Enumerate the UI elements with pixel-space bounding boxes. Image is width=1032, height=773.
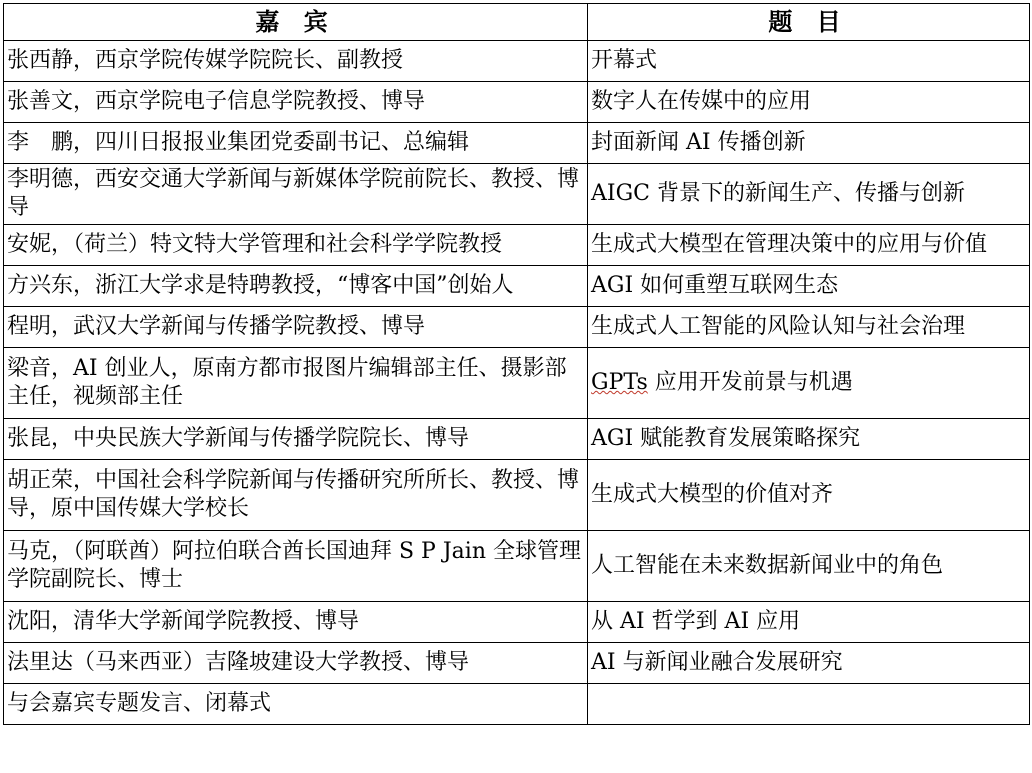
topic-cell <box>588 684 1030 725</box>
topic-cell: 生成式大模型的价值对齐 <box>588 460 1030 531</box>
topic-cell: 生成式人工智能的风险认知与社会治理 <box>588 307 1030 348</box>
guest-cell: 马克，（阿联酋）阿拉伯联合酋长国迪拜 S P Jain 全球管理学院副院长、博士 <box>4 531 588 602</box>
table-row <box>4 41 1030 82</box>
table-row <box>4 266 1030 307</box>
guest-cell: 张昆，中央民族大学新闻与传播学院院长、博导 <box>4 419 588 460</box>
topic-cell: 生成式大模型在管理决策中的应用与价值 <box>588 225 1030 266</box>
table-row <box>4 460 1030 531</box>
table-row <box>4 348 1030 419</box>
header-row <box>4 4 1030 41</box>
guest-cell: 张善文，西京学院电子信息学院教授、博导 <box>4 82 588 123</box>
guest-cell: 安妮，（荷兰）特文特大学管理和社会科学学院教授 <box>4 225 588 266</box>
table-row <box>4 602 1030 643</box>
guest-cell: 李 鹏，四川日报报业集团党委副书记、总编辑 <box>4 123 588 164</box>
table-row <box>4 82 1030 123</box>
guest-cell: 方兴东，浙江大学求是特聘教授，“博客中国”创始人 <box>4 266 588 307</box>
schedule-table <box>3 3 1030 725</box>
topic-cell: AGI 如何重塑互联网生态 <box>588 266 1030 307</box>
topic-cell: 从 AI 哲学到 AI 应用 <box>588 602 1030 643</box>
header-guest: 嘉 宾 <box>4 4 588 41</box>
table-row <box>4 307 1030 348</box>
guest-cell: 梁音，AI 创业人，原南方都市报图片编辑部主任、摄影部主任，视频部主任 <box>4 348 588 419</box>
spellcheck-underlined-word: GPTs <box>591 370 648 395</box>
guest-cell: 与会嘉宾专题发言、闭幕式 <box>4 684 588 725</box>
guest-cell: 法里达（马来西亚）吉隆坡建设大学教授、博导 <box>4 643 588 684</box>
header-topic: 题 目 <box>588 4 1030 41</box>
topic-cell: AI 与新闻业融合发展研究 <box>588 643 1030 684</box>
topic-cell: 封面新闻 AI 传播创新 <box>588 123 1030 164</box>
table-row <box>4 419 1030 460</box>
topic-cell: 开幕式 <box>588 41 1030 82</box>
topic-cell: 数字人在传媒中的应用 <box>588 82 1030 123</box>
table-row <box>4 531 1030 602</box>
table-row <box>4 684 1030 725</box>
topic-cell <box>588 348 1030 419</box>
guest-cell: 沈阳，清华大学新闻学院教授、博导 <box>4 602 588 643</box>
guest-cell: 胡正荣，中国社会科学院新闻与传播研究所所长、教授、博导，原中国传媒大学校长 <box>4 460 588 531</box>
topic-cell: AGI 赋能教育发展策略探究 <box>588 419 1030 460</box>
topic-cell: 人工智能在未来数据新闻业中的角色 <box>588 531 1030 602</box>
topic-cell: AIGC 背景下的新闻生产、传播与创新 <box>588 164 1030 225</box>
guest-cell: 李明德，西安交通大学新闻与新媒体学院前院长、教授、博导 <box>4 164 588 225</box>
guest-cell: 程明，武汉大学新闻与传播学院教授、博导 <box>4 307 588 348</box>
table-row <box>4 123 1030 164</box>
guest-cell: 张西静，西京学院传媒学院院长、副教授 <box>4 41 588 82</box>
table-row <box>4 225 1030 266</box>
table-row <box>4 164 1030 225</box>
table-row <box>4 643 1030 684</box>
topic-text: 应用开发前景与机遇 <box>647 370 853 395</box>
